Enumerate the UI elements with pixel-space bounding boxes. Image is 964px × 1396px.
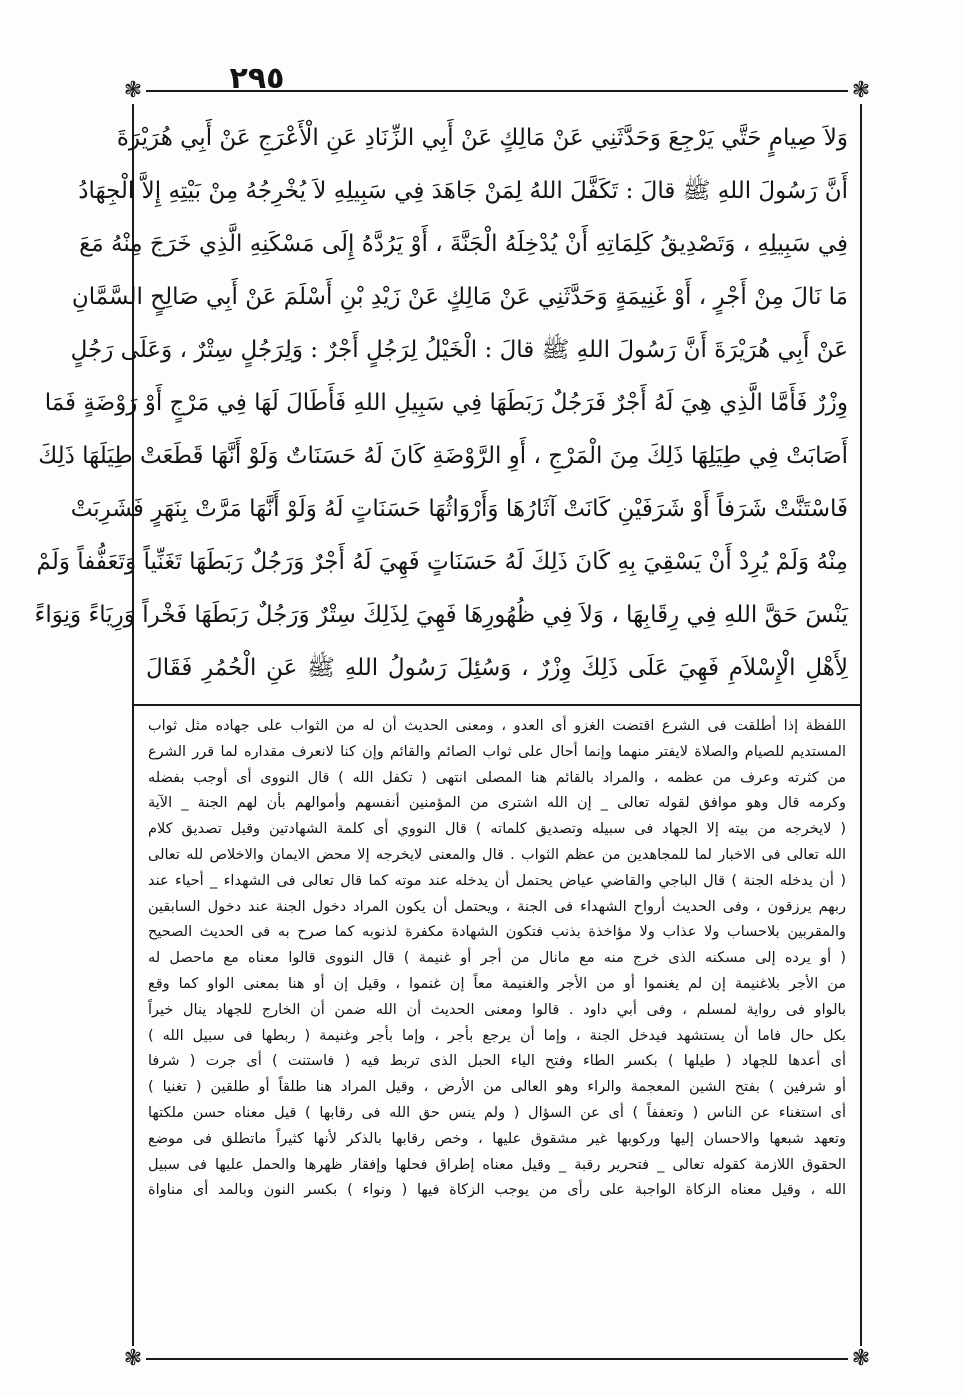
commentary-line: الله ، وقيل معناه الزكاة الواجبة على رأى من يوجب الزكاة فيها ( ونواء ) بكسر النون وبالمد أى مناواة bbox=[148, 1182, 846, 1199]
commentary-line: ( أن يدخله الجنة ) قال الباجي والقاضي عياض يحتمل أن يدخله عند موته كما قال تعالى فى الشهداء _ أحياء عند bbox=[148, 872, 846, 889]
commentary-line: أى أعدها للجهاد ( طيلها ) بكسر الطاء وفتح الياء الحبل الذى تربط فيه ( فاستنت ) أى جرت ( شرفا bbox=[148, 1053, 846, 1070]
commentary-line: أى استغناء عن الناس ( وتعففاً ) أى عن السؤال ( ولم ينس حق الله فى رقابها ) قيل معناه حسن ملكتها bbox=[148, 1104, 846, 1121]
commentary-line: من الأجر بلاغنيمة إن لم يغنموا أو من الأجر والغنيمة معاً إن غنموا ، وقيل إن أو هنا بمعنى الواو كما وقع bbox=[148, 975, 846, 992]
hadith-line: وَلاَ صِيامٍ حَتَّي يَرْجِعَ وَحَدَّثَنِي عَنْ مَالِكٍ عَنْ أَبِي الزِّنَادِ عَنِ الْأَعْرَجِ عَنْ أَبِي هُرَيْرَةَ bbox=[116, 125, 848, 151]
ornament-icon: ❃ bbox=[848, 1346, 874, 1372]
commentary-line: وكرمه قال وهو موافق لقوله تعالى _ إن الله اشترى من المؤمنين أنفسهم وأموالهم بأن لهم الجنة _ الآية bbox=[148, 795, 846, 812]
commentary-line: بالواو فى رواية لمسلم ، وفى أبي داود . قالوا ومعنى الحديث أن الله ضمن أن الخارج للجهاد ينال خيراً bbox=[148, 1001, 846, 1018]
commentary-line: ( لايخرجه من بيته إلا الجهاد فى سبيله وتصديق كلماته ) قال النووي أى كلمة الشهادتين وقيل تصديق كلام bbox=[148, 821, 846, 838]
commentary-line: ربهم يرزقون ، وفى الحديث أرواح الشهداء فى الجنة ، ويحتمل أن يكون المراد دخول الجنة عند دخول السابقين bbox=[148, 898, 846, 915]
commentary-line: أو شرفين ) بفتح الشين المعجمة والراء وهو العالى من الأرض ، وقيل المراد هنا طلقاً أو طلقين ( تغنيا ) bbox=[148, 1079, 846, 1096]
commentary-line: وتعهد شبعها والاحسان إليها وركوبها غير مشقوق عليها ، وخص رقابها بالذكر لأنها كثيراً ماتطلق فى موضع bbox=[148, 1130, 846, 1147]
ornament-icon: ❃ bbox=[120, 1346, 146, 1372]
page-number: ٢٩٥ bbox=[229, 61, 285, 96]
hadith-line: لِأَهْلِ الْإِسْلاَمِ فَهِيَ عَلَى ذَلِكَ وِزْرٌ ، وَسُئِلَ رَسُولُ اللهِ ﷺ عَنِ الْحُمُرِ فَقَالَ bbox=[146, 655, 848, 681]
commentary-line: اللفظة إذا أطلقت فى الشرع اقتضت الغزو أى العدو ، ومعنى الحديث أن له من الثواب على جهاده مثل ثواب bbox=[148, 718, 846, 734]
commentary-line: من كثرته وعرف من عظمه ، والمراد بالقائم هنا المصلى انتهى ( تكفل الله ) قال النووى أى أوجب بفضله bbox=[148, 769, 846, 786]
hadith-line: أَنَّ رَسُولَ اللهِ ﷺ قالَ : تَكَفَّلَ اللهُ لِمَنْ جَاهَدَ فِي سَبِيلِهِ لاَ يُخْرِجُهُ مِنْ بَيْتِهِ إِلاَّ الْجِهَادُ bbox=[78, 178, 848, 204]
hadith-line: فِي سَبِيلِهِ ، وَتَصْدِيقُ كَلِمَاتِهِ أَنْ يُدْخِلَهُ الْجَنَّةَ ، أَوْ يَرُدَّهُ إِلَى مَسْكَنِهِ الَّذِي خَرَجَ مِنْهُ مَعَ bbox=[79, 231, 848, 257]
commentary-line: ( أو يرده إلى مسكنه الذى خرج منه مع مانال من أجر أو غنيمة ) قال النووى قالوا معناه مع ماحصل له bbox=[148, 950, 846, 967]
hadith-line: أَصَابَتْ فِي طِيَلِهَا ذَلِكَ مِنَ الْمَرْجِ ، أَوِ الرَّوْضَةِ كَانَ لَهُ حَسَنَاتٌ وَلَوْ أَنَّهَا قَطَعَتْ طِيَلَهَا ذَلِكَ bbox=[38, 443, 848, 469]
hadith-line: مَا نَالَ مِنْ أَجْرٍ ، أَوْ غَنِيمَةٍ وَحَدَّثَنِي عَنْ مَالِكٍ عَنْ زَيْدِ بْنِ أَسْلَمَ عَنْ أَبِي صَالِحٍ السَّمَّانِ bbox=[71, 284, 848, 310]
hadith-line: مِنْهُ وَلَمْ يُرِدْ أَنْ يَسْقِيَ بِهِ كَانَ ذَلِكَ لَهُ حَسَنَاتٍ فَهِيَ لَهُ أَجْرٌ وَرَجُلٌ رَبَطَهَا تَغَنِّياً وَتَعَفُّفاً وَلَمْ bbox=[36, 549, 848, 575]
commentary-line: الله تعالى فى الاخبار لما للمجاهدين من عظم الثواب . قال والمعنى لايخرجه إلا محض الايمان والاخلاص لله تعالى bbox=[148, 846, 846, 863]
section-divider bbox=[134, 704, 860, 706]
hadith-line: يَنْسَ حَقَّ اللهِ فِي رِقَابِهَا ، وَلاَ فِي ظُهُورِهَا فَهِيَ لِذَلِكَ سِتْرٌ وَرَجُلٌ رَبَطَهَا فَخْراً وَرِيَاءً وَنِوَاءً bbox=[34, 602, 848, 628]
ornament-icon: ❃ bbox=[120, 78, 146, 104]
hadith-text bbox=[34, 112, 848, 696]
hadith-line: وِزْرٌ فَأَمَّا الَّذِي هِيَ لَهُ أَجْرٌ فَرَجُلٌ رَبَطَهَا فِي سَبِيلِ اللهِ فَأَطَالَ لَهَا فِي مَرْجٍ أَوْ رَوْضَةٍ فَمَا bbox=[44, 390, 848, 416]
commentary-line: بكل حال فاما أن يستشهد فيدخل الجنة ، وإما أن يرجع بأجر ، وإما بأجر وغنيمة ( ربطها فى سبيل الله ) bbox=[148, 1027, 846, 1044]
ornament-icon: ❃ bbox=[848, 78, 874, 104]
commentary-line: الحقوق اللازمة كقوله تعالى _ فتحرير رقبة _ وقيل معناه إطراق فحلها وإفقار ظهرها والحمل عليها فى سبيل bbox=[148, 1156, 846, 1173]
hadith-line: فَاسْتَنَّتْ شَرَفاً أَوْ شَرَفَيْنِ كَانَتْ آثَارُهَا وَأَرْوَاثُهَا حَسَنَاتٍ لَهُ وَلَوْ أَنَّهَا مَرَّتْ بِنَهَرٍ فَشَرِبَتْ bbox=[70, 496, 848, 522]
commentary-line: والمقربين بلاحساب ولا عذاب ولا مؤاخذة بذنب فتكون الشهادة مكفرة لذنوبه كما صرح به فى الحديث الصحيح bbox=[148, 924, 846, 941]
commentary-text bbox=[148, 714, 846, 1352]
hadith-line: عَنْ أَبِي هُرَيْرَةَ أَنَّ رَسُولَ اللهِ ﷺ قالَ : الْخَيْلُ لِرَجُلٍ أَجْرٌ : وَلِرَجُلٍ سِتْرٌ ، وَعَلَى رَجُلٍ bbox=[70, 337, 848, 363]
commentary-line: المستديم للصيام والصلاة لايفتر منهما وإنما أحال على ثواب الصائم والقائم وإن كنا لانعرف مقداره لما قرر الشرع bbox=[148, 743, 846, 760]
